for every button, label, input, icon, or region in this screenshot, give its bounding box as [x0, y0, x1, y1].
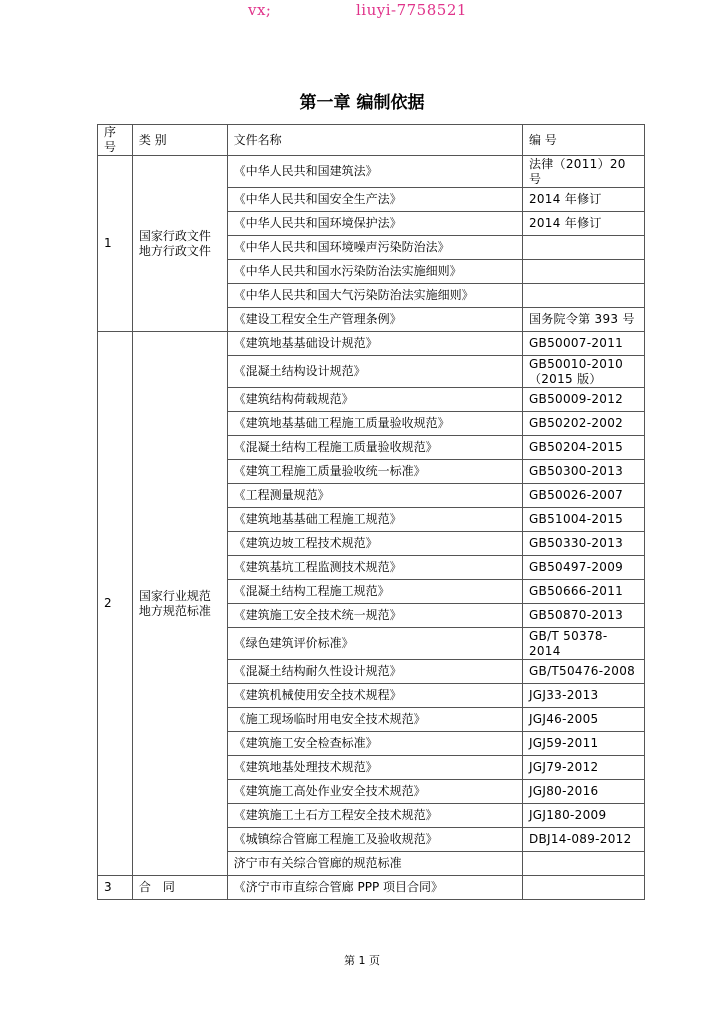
- document-name: 《中华人民共和国建筑法》: [227, 156, 522, 188]
- document-code: JGJ80-2016: [522, 780, 644, 804]
- document-code: GB50497-2009: [522, 556, 644, 580]
- document-name: 《施工现场临时用电安全技术规范》: [227, 708, 522, 732]
- document-name: 《中华人民共和国安全生产法》: [227, 188, 522, 212]
- document-name: 《工程测量规范》: [227, 484, 522, 508]
- group-category: 国家行业规范 地方规范标准: [132, 332, 227, 876]
- document-code: [522, 284, 644, 308]
- document-name: 《混凝土结构设计规范》: [227, 356, 522, 388]
- document-code: 国务院令第 393 号: [522, 308, 644, 332]
- document-code: GB50202-2002: [522, 412, 644, 436]
- group-number: 3: [98, 876, 133, 900]
- document-code: GB/T 50378-2014: [522, 628, 644, 660]
- document-code: 法律（2011）20号: [522, 156, 644, 188]
- page-number: 第 1 页: [344, 954, 380, 967]
- document-code: [522, 236, 644, 260]
- table-header-row: [98, 125, 645, 156]
- watermark: [0, 0, 724, 22]
- document-code: 2014 年修订: [522, 188, 644, 212]
- document-name: 《混凝土结构工程施工规范》: [227, 580, 522, 604]
- document-code: GB/T50476-2008: [522, 660, 644, 684]
- document-code: GB50870-2013: [522, 604, 644, 628]
- document-code: [522, 876, 644, 900]
- basis-table: [97, 124, 645, 900]
- document-name: 《建筑结构荷载规范》: [227, 388, 522, 412]
- table-row: [98, 156, 645, 188]
- document-name: 《建筑施工土石方工程安全技术规范》: [227, 804, 522, 828]
- page-title: 第一章 编制依据: [299, 93, 425, 113]
- document-code: GB50666-2011: [522, 580, 644, 604]
- document-name: 《建筑施工高处作业安全技术规范》: [227, 780, 522, 804]
- group-number: 1: [98, 156, 133, 332]
- header-name: 文件名称: [227, 125, 522, 156]
- document-code: GB50009-2012: [522, 388, 644, 412]
- table-row: [98, 332, 645, 356]
- document-code: GB50007-2011: [522, 332, 644, 356]
- document-name: 《中华人民共和国环境保护法》: [227, 212, 522, 236]
- document-code: JGJ33-2013: [522, 684, 644, 708]
- group-number: 2: [98, 332, 133, 876]
- document-code: DBJ14-089-2012: [522, 828, 644, 852]
- document-name: 《建筑边坡工程技术规范》: [227, 532, 522, 556]
- document-name: 《建筑工程施工质量验收统一标准》: [227, 460, 522, 484]
- document-name: 《建筑地基基础工程施工规范》: [227, 508, 522, 532]
- document-name: 《建筑施工安全技术统一规范》: [227, 604, 522, 628]
- document-name: 济宁市有关综合管廊的规范标准: [227, 852, 522, 876]
- document-name: 《建筑施工安全检查标准》: [227, 732, 522, 756]
- document-code: JGJ180-2009: [522, 804, 644, 828]
- document-name: 《建筑地基基础设计规范》: [227, 332, 522, 356]
- document-name: 《城镇综合管廊工程施工及验收规范》: [227, 828, 522, 852]
- group-category: 国家行政文件 地方行政文件: [132, 156, 227, 332]
- document-code: GB50026-2007: [522, 484, 644, 508]
- document-name: 《中华人民共和国环境噪声污染防治法》: [227, 236, 522, 260]
- document-code: GB50330-2013: [522, 532, 644, 556]
- table-row: [98, 876, 645, 900]
- document-name: 《济宁市市直综合管廊 PPP 项目合同》: [227, 876, 522, 900]
- document-name: 《建筑地基基础工程施工质量验收规范》: [227, 412, 522, 436]
- document-code: 2014 年修订: [522, 212, 644, 236]
- document-code: GB50204-2015: [522, 436, 644, 460]
- watermark-left: vx;: [248, 1, 272, 19]
- document-name: 《中华人民共和国水污染防治法实施细则》: [227, 260, 522, 284]
- header-no: 序号: [98, 125, 133, 156]
- document-code: GB50010-2010（2015 版）: [522, 356, 644, 388]
- header-code: 编 号: [522, 125, 644, 156]
- document-code: GB51004-2015: [522, 508, 644, 532]
- table-body: [98, 156, 645, 900]
- document-code: JGJ79-2012: [522, 756, 644, 780]
- document-code: GB50300-2013: [522, 460, 644, 484]
- document-name: 《建设工程安全生产管理条例》: [227, 308, 522, 332]
- document-code: JGJ59-2011: [522, 732, 644, 756]
- document-name: 《中华人民共和国大气污染防治法实施细则》: [227, 284, 522, 308]
- document-name: 《绿色建筑评价标准》: [227, 628, 522, 660]
- document-name: 《建筑基坑工程监测技术规范》: [227, 556, 522, 580]
- document-code: [522, 852, 644, 876]
- watermark-right: liuyi-7758521: [356, 1, 467, 19]
- document-name: 《混凝土结构工程施工质量验收规范》: [227, 436, 522, 460]
- group-category: 合 同: [132, 876, 227, 900]
- header-category: 类 别: [132, 125, 227, 156]
- document-name: 《建筑机械使用安全技术规程》: [227, 684, 522, 708]
- document-code: [522, 260, 644, 284]
- document-code: JGJ46-2005: [522, 708, 644, 732]
- document-name: 《混凝土结构耐久性设计规范》: [227, 660, 522, 684]
- document-name: 《建筑地基处理技术规范》: [227, 756, 522, 780]
